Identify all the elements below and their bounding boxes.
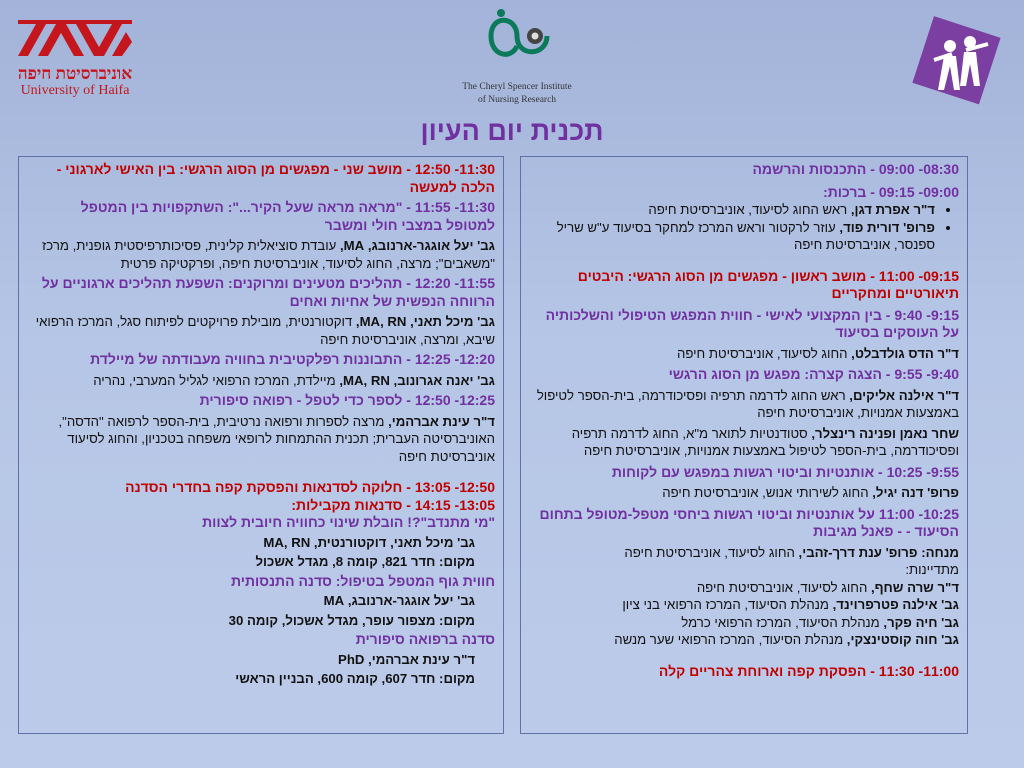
workshops-time: 13:05- 14:15	[414, 496, 495, 513]
break-time: 11:00- 11:30	[878, 662, 959, 679]
registration-time: 08:30- 09:00	[878, 161, 959, 177]
speaker-name: גב' יאנה אגרונוב, MA, RN,	[339, 372, 495, 388]
talk6-heading: 11:55- 12:20 - תהליכים מטעינים ומרוקנים: השפעת תהליכים ארגוניים על הרווחה הנפשית של אחיות ואחים	[41, 275, 495, 309]
workshop3-title: סדנה ברפואה סיפורית	[355, 631, 495, 647]
talk8-heading: 12:25- 12:50 - לספר כדי לטפל - רפואה סיפורית	[199, 392, 495, 408]
greetings-row: 09:00- 09:15 - ברכות:	[823, 183, 959, 200]
list-item	[531, 219, 935, 254]
talk2-speaker2	[531, 425, 959, 460]
moderator-label: מנחה:	[921, 544, 959, 560]
talk6-speaker	[29, 313, 495, 348]
speaker-name: ד"ר אפרת דגן,	[850, 202, 935, 217]
talk7-speaker	[29, 372, 495, 390]
speaker-name: פרופ' ענת דרך-זהבי,	[798, 544, 918, 560]
talk-time: 9:40- 9:55	[894, 366, 959, 382]
talk5-heading: 11:30- 11:55 - "מראה מראה שעל הקיר...": השתקפויות בין המטפל למטופל במצבי חולי ומשבר	[80, 199, 495, 233]
spencer-institute-logo	[452, 6, 582, 107]
workshop2-title: חווית גוף המטפל בטיפול: סדנה התנסותית	[230, 572, 495, 589]
talk-title: התבוננות רפלקטיבית בחוויה מעבודתה של מיילדת	[90, 351, 403, 367]
page-title: תכנית יום העיון	[420, 116, 604, 146]
speaker-name: ד"ר אילנה אליקים,	[849, 387, 959, 403]
speaker-desc: עוזר לרקטור וראש המרכז למחקר בסיעוד ע"ש שריל ספנסר, אוניברסיטת חיפה	[556, 219, 935, 252]
greetings-list	[531, 201, 959, 254]
session-time: 09:15- 11:00	[878, 267, 959, 284]
speaker-desc: מיילדת, המרכז הרפואי לגליל המערבי, נהריה	[93, 372, 336, 388]
haifa-hebrew-name: אוניברסיטת חיפה	[17, 64, 133, 83]
speaker-desc: עובדת סוציאלית קלינית, פסיכותרפיסטית גופנית, מרכז "משאבים"; מרצה, החוג לסיעוד, אוניברסיטת חיפה, ופרקטיקה פרטית	[42, 238, 495, 271]
talk2-speaker1	[531, 387, 959, 422]
workshop2-leader: גב' יעל אוגגר-ארנובג, MA	[323, 593, 475, 608]
panelist-row	[531, 579, 959, 597]
talk-title: בין המקצועי לאישי - חווית המפגש הטיפולי והשלכותיה על העוסקים בסיעוד	[545, 306, 959, 340]
speaker-name: גב' חיה פקר,	[883, 614, 959, 630]
talk3-heading: 9:55- 10:25 - אותנטיות וביטוי רגשות במפגש עם לקוחות	[611, 463, 959, 480]
session-title: מושב שני - מפגשים מן הסוג הרגשי: בין האישי לארגוני - הלכה למעשה	[56, 161, 495, 195]
talk7-heading: 12:20- 12:25 - התבוננות רפלקטיבית בחוויה מעבודתה של מיילדת	[90, 351, 495, 367]
workshops-label: סדנאות מקבילות:	[291, 496, 403, 513]
haifa-emblem-icon	[16, 16, 134, 58]
panelist-row	[531, 596, 959, 614]
session-time: 11:30- 12:50	[414, 161, 495, 177]
greetings-label: ברכות:	[823, 183, 867, 200]
talk4-heading	[531, 506, 959, 541]
talk-time: 11:30- 11:55	[414, 199, 495, 215]
moderator-row	[531, 544, 959, 562]
speaker-desc: מרצה לספרות ורפואה נרטיבית, בית-הספר לרפואה "הדסה", האוניברסיטה העברית; תכנית ההתמחות לרופאי משפחה בטכניון, והחוג לסיעוד אוניברסיטת חיפה	[58, 413, 495, 464]
faculty-emblem-icon	[904, 4, 1014, 114]
infinity-eye-icon	[477, 6, 557, 76]
speaker-desc: החוג לסיעוד, אוניברסיטת חיפה	[677, 345, 848, 361]
afternoon-schedule-panel	[18, 156, 504, 734]
workshop1-title: "מי מתנדב"?! הובלת שינוי כחוויה חיובית לצוות	[202, 514, 495, 530]
workshops-heading: 13:05- 14:15 - סדנאות מקבילות:	[291, 496, 495, 513]
break-time: 12:50- 13:05	[414, 479, 495, 495]
speaker-desc: מנהלת הסיעוד, המרכז הרפואי שער מנשה	[614, 632, 844, 647]
speaker-name: פרופ' דורית פוד,	[839, 219, 935, 235]
break-label: חלוקה לסדנאות והפסקת קפה בחדרי הסדנה	[125, 479, 403, 495]
talk-time: 12:25- 12:50	[414, 392, 495, 408]
speaker-desc: דוקטורנטית, מובילת פרויקטים לפיתוח סגל, המרכז הרפואי שיבא, ומרצה, אוניברסיטת חיפה	[35, 314, 495, 347]
talk-title: אותנטיות וביטוי רגשות במפגש עם לקוחות	[611, 463, 875, 480]
talk-time: 10:25- 11:00	[878, 505, 959, 522]
talk-title: "מראה מראה שעל הקיר...": השתקפויות בין המטפל למטופל במצבי חולי ומשבר	[80, 199, 495, 233]
session2-heading: 11:30- 12:50 - מושב שני - מפגשים מן הסוג הרגשי: בין האישי לארגוני - הלכה למעשה	[56, 161, 495, 195]
panelist-row	[531, 614, 959, 632]
session-title: מושב ראשון - מפגשים מן הסוג הרגשי: היבטים תיאורטיים ומחקריים	[577, 267, 959, 301]
talk-time: 9:15- 9:40	[894, 306, 959, 323]
talk1-speaker	[531, 345, 959, 363]
speaker-name: גב' חוה קוסטינצקי,	[846, 632, 959, 647]
speaker-desc: החוג לסיעוד, אוניברסיטת חיפה	[696, 579, 868, 595]
workshop1-leader: גב' מיכל תאני, דוקטורנטית, MA, RN	[263, 534, 475, 550]
speaker-desc: החוג לסיעוד, אוניברסיטת חיפה	[624, 544, 795, 560]
institute-name-line1: The Cheryl Spencer Institute	[462, 82, 572, 92]
talk1-heading: 9:15- 9:40 - בין המקצועי לאישי - חווית המפגש הטיפולי והשלכותיה על העוסקים בסיעוד	[545, 306, 959, 340]
speaker-desc: סטודנטיות לתואר מ"א, החוג לדרמה תרפיה ופסיכודרמה, בית-הספר לטיפול באמצעות אמנויות, אוניברסיטת חיפה	[571, 425, 959, 458]
institute-name-line2: of Nursing Research	[477, 95, 557, 105]
faculty-welfare-health-logo	[904, 4, 1014, 114]
talk-time: 9:55- 10:25	[886, 463, 959, 480]
talk-title: על אותנטיות וביטוי רגשות ביחסי מטפל-מטופל בתחום הסיעוד - - פאנל מגיבות	[539, 505, 959, 539]
panelist-row	[531, 631, 959, 649]
panelists-label: מתדיינות:	[905, 562, 959, 577]
speaker-name: שחר נאמן ופנינה רינצלר,	[811, 425, 959, 441]
talk2-heading: 9:40- 9:55 - הצגה קצרה: מפגש מן הסוג הרגשי	[668, 366, 959, 382]
speaker-desc: מנהלת הסיעוד, המרכז הרפואי בני ציון	[622, 597, 829, 612]
talk-title: לספר כדי לטפל - רפואה סיפורית	[199, 392, 403, 408]
registration-row: 08:30- 09:00 - התכנסות והרשמה	[752, 161, 959, 177]
break-label: הפסקת קפה וארוחת צהריים קלה	[658, 662, 867, 679]
talk-title: תהליכים מטעינים ומרוקנים: השפעת תהליכים ארגוניים על הרווחה הנפשית של אחיות ואחים	[41, 275, 495, 309]
registration-label: התכנסות והרשמה	[752, 161, 867, 177]
speaker-name: ד"ר שרה שחף,	[870, 579, 959, 595]
speaker-name: גב' אילנה פטרפרוינד,	[832, 597, 959, 612]
speaker-name: פרופ' דנה יגיל,	[872, 485, 959, 500]
speaker-name: גב' יעל אוגגר-ארנובג, MA,	[339, 238, 495, 253]
greetings-time: 09:00- 09:15	[878, 183, 959, 200]
speaker-desc: ראש החוג לדרמה תרפיה ופסיכודרמה, בית-הספר לטיפול באמצעות אמנויות, אוניברסיטת חיפה	[536, 387, 959, 420]
talk3-speaker	[531, 484, 959, 502]
speaker-desc: החוג לשירותי אנוש, אוניברסיטת חיפה	[662, 485, 869, 500]
morning-schedule-panel	[520, 156, 968, 734]
workshop-break-row: 12:50- 13:05 - חלוקה לסדנאות והפסקת קפה בחדרי הסדנה	[125, 479, 495, 495]
speaker-desc: ראש החוג לסיעוד, אוניברסיטת חיפה	[648, 202, 848, 217]
speaker-desc: מנהלת הסיעוד, המרכז הרפואי כרמל	[681, 614, 880, 630]
talk-time: 11:55- 12:20	[414, 275, 495, 291]
workshop3-location: מקום: חדר 607, קומה 600, הבניין הראשי	[235, 671, 475, 686]
speaker-name: ד"ר הדס גולדבלט,	[851, 345, 959, 361]
list-item	[531, 201, 935, 219]
talk8-speaker	[29, 413, 495, 466]
lunch-break-row: 11:00- 11:30 - הפסקת קפה וארוחת צהריים קלה	[658, 662, 959, 679]
talk5-speaker	[29, 237, 495, 272]
workshop3-leader: ד"ר עינת אברהמי, PhD	[338, 651, 475, 667]
university-of-haifa-logo	[14, 16, 136, 98]
workshop2-location: מקום: מצפור עופר, מגדל אשכול, קומה 30	[228, 612, 475, 628]
workshop1-location: מקום: חדר 821, קומה 8, מגדל אשכול	[255, 554, 475, 569]
speaker-name: ד"ר עינת אברהמי,	[388, 413, 495, 429]
talk-title: הצגה קצרה: מפגש מן הסוג הרגשי	[668, 366, 882, 382]
haifa-english-name: University of Haifa	[20, 83, 130, 98]
talk-time: 12:20- 12:25	[414, 351, 495, 367]
speaker-name: גב' מיכל תאני, MA, RN,	[355, 314, 495, 329]
session1-heading: 09:15- 11:00 - מושב ראשון - מפגשים מן הסוג הרגשי: היבטים תיאורטיים ומחקריים	[577, 267, 959, 301]
